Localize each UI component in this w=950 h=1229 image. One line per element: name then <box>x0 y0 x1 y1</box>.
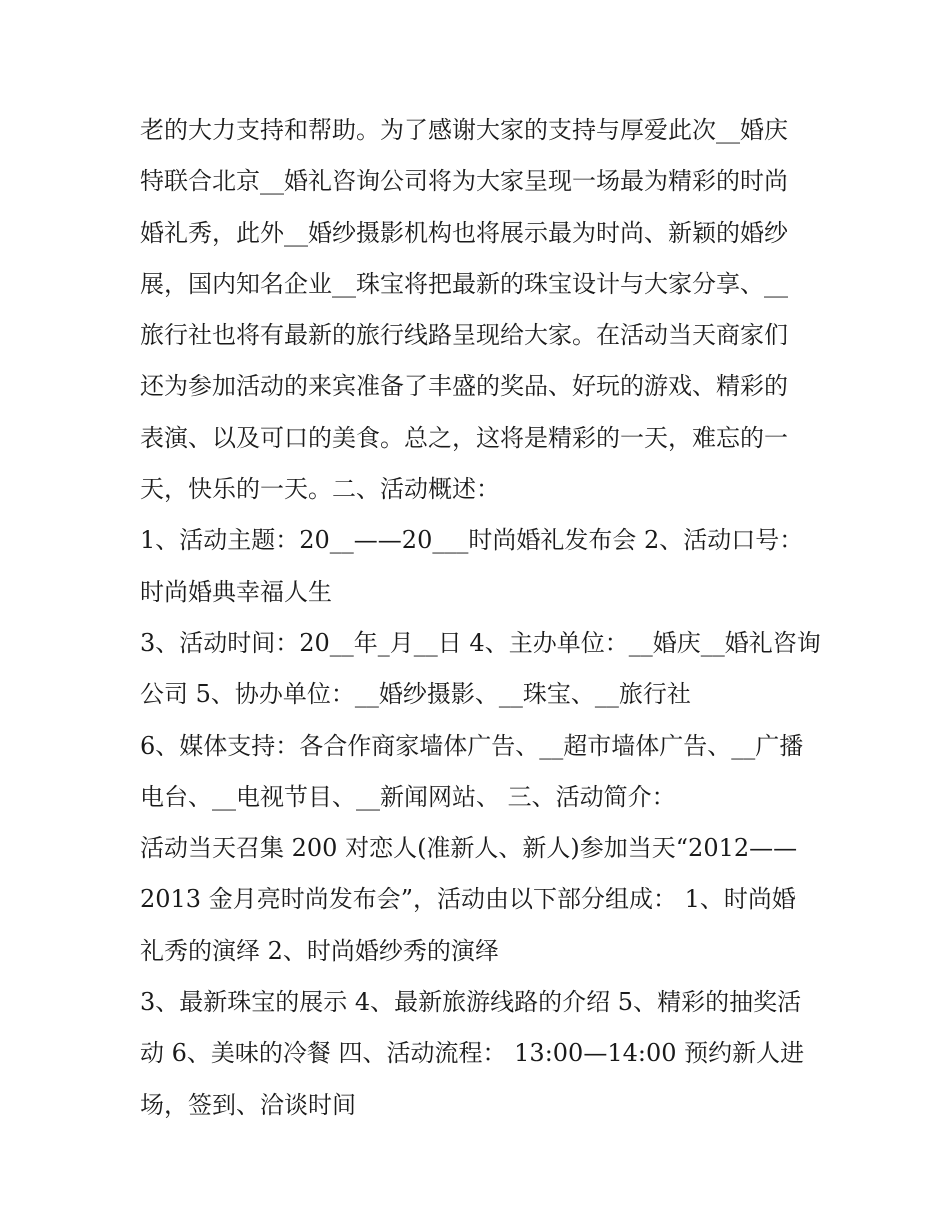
text-line: 电台、__电视节目、__新闻网站、 三、活动简介： <box>140 782 676 811</box>
text-line: 礼秀的演绎 2、时尚婚纱秀的演绎 <box>140 936 499 965</box>
text-line: 特联合北京__婚礼咨询公司将为大家呈现一场最为精彩的时尚 <box>140 167 788 196</box>
text-line: 6、媒体支持：各合作商家墙体广告、__超市墙体广告、__广播 <box>140 731 804 760</box>
text-line: 还为参加活动的来宾准备了丰盛的奖品、好玩的游戏、精彩的 <box>140 372 788 401</box>
text-line: 动 6、美味的冷餐 四、活动流程： 13:00—14:00 预约新人进 <box>140 1039 805 1068</box>
text-line: 3、最新珠宝的展示 4、最新旅游线路的介绍 5、精彩的抽奖活 <box>140 988 802 1017</box>
text-line: 时尚婚典幸福人生 <box>140 577 332 606</box>
text-line: 1、活动主题：20__——20___时尚婚礼发布会 2、活动口号： <box>140 526 804 555</box>
text-line: 2013 金月亮时尚发布会”，活动由以下部分组成： 1、时尚婚 <box>140 885 796 914</box>
text-line: 活动当天召集 200 对恋人(准新人、新人)参加当天“2012—— <box>140 834 798 863</box>
text-line: 老的大力支持和帮助。为了感谢大家的支持与厚爱此次__婚庆 <box>140 116 788 144</box>
text-line: 3、活动时间：20__年_月__日 4、主办单位：__婚庆__婚礼咨询 <box>140 628 821 657</box>
text-line: 场，签到、洽谈时间 <box>140 1090 356 1119</box>
text-line: 表演、以及可口的美食。总之，这将是精彩的一天，难忘的一 <box>140 423 788 452</box>
text-line: 旅行社也将有最新的旅行线路呈现给大家。在活动当天商家们 <box>140 321 788 350</box>
text-line: 天，快乐的一天。二、活动概述： <box>140 475 500 504</box>
text-line: 公司 5、协办单位：__婚纱摄影、__珠宝、__旅行社 <box>140 680 691 709</box>
document-body <box>140 105 820 1131</box>
text-line: 婚礼秀，此外__婚纱摄影机构也将展示最为时尚、新颖的婚纱 <box>140 218 788 247</box>
text-line: 展，国内知名企业__珠宝将把最新的珠宝设计与大家分享、__ <box>140 269 788 298</box>
